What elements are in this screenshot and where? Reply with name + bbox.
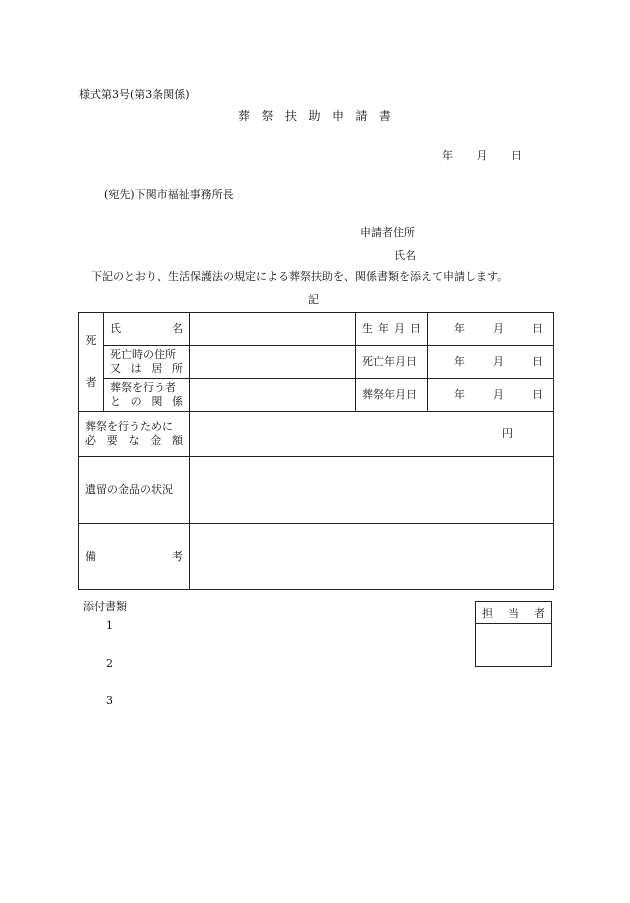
document-title bbox=[238, 107, 391, 124]
valuables-field[interactable] bbox=[190, 457, 554, 524]
applicant-address-label: 申請者住所 bbox=[360, 226, 415, 239]
title-char: 助 bbox=[308, 109, 321, 123]
amount-label-cell bbox=[79, 412, 190, 457]
death-date-label-cell: 死亡年月日 bbox=[356, 346, 428, 379]
stamp-label-char: 者 bbox=[534, 606, 545, 620]
title-char: 祭 bbox=[261, 109, 274, 123]
stamp-field[interactable] bbox=[476, 624, 551, 667]
birth-label-char: 月 bbox=[394, 322, 405, 335]
relation-label-char: と bbox=[110, 395, 121, 408]
application-table bbox=[78, 312, 554, 590]
month-label: 月 bbox=[493, 355, 504, 368]
ki-label: 記 bbox=[308, 293, 319, 306]
relation-label-char: の bbox=[130, 395, 142, 408]
applicant-name-label: 氏名 bbox=[394, 249, 416, 262]
deceased-label-bottom: 者 bbox=[85, 376, 97, 389]
amount-label-line1: 葬祭を行うために bbox=[85, 420, 173, 433]
year-label: 年 bbox=[454, 355, 465, 368]
application-statement: 下記のとおり、生活保護法の規定による葬祭扶助を、関係書類を添えて申請します。 bbox=[91, 270, 509, 283]
yen-unit: 円 bbox=[502, 427, 513, 440]
title-char: 扶 bbox=[284, 109, 297, 123]
address-label-line1: 死亡時の住所 bbox=[110, 348, 176, 361]
staff-stamp-box bbox=[475, 601, 552, 667]
deceased-address-field[interactable] bbox=[190, 346, 356, 379]
amount-label-char: 要 bbox=[106, 434, 118, 447]
remarks-field[interactable] bbox=[190, 524, 554, 590]
deceased-label-top: 死 bbox=[85, 334, 97, 347]
title-char: 書 bbox=[378, 109, 391, 123]
attachment-item: 3 bbox=[106, 694, 113, 707]
year-label: 年 bbox=[454, 322, 465, 335]
remarks-label-char: 備 bbox=[85, 549, 96, 563]
birth-label-char: 年 bbox=[378, 322, 389, 335]
deceased-header-cell bbox=[79, 313, 104, 412]
birth-label-char: 生 bbox=[362, 322, 373, 335]
relation-label-char: 係 bbox=[171, 395, 183, 408]
stamp-box-header bbox=[476, 602, 551, 624]
relation-label-char: 関 bbox=[151, 395, 163, 408]
amount-label-char: 額 bbox=[172, 434, 183, 447]
death-date-field[interactable] bbox=[428, 346, 554, 379]
month-label: 月 bbox=[493, 388, 504, 401]
table-row bbox=[79, 457, 554, 524]
title-char: 申 bbox=[331, 109, 344, 123]
birth-date-field[interactable] bbox=[428, 313, 554, 346]
table-row bbox=[79, 379, 554, 412]
address-label-char: 所 bbox=[171, 362, 183, 375]
attachments-label: 添付書類 bbox=[83, 600, 127, 613]
name-label-char: 名 bbox=[172, 322, 183, 335]
address-label-char: 居 bbox=[151, 362, 163, 375]
addressee: (宛先)下関市福祉事務所長 bbox=[104, 188, 234, 201]
name-label-cell bbox=[104, 313, 190, 346]
application-date bbox=[442, 147, 522, 163]
day-label: 日 bbox=[532, 322, 543, 335]
address-label-char: 又 bbox=[110, 362, 121, 375]
day-label: 日 bbox=[532, 355, 543, 368]
birth-date-label-cell bbox=[356, 313, 428, 346]
table-row bbox=[79, 524, 554, 590]
funeral-date-label-cell: 葬祭年月日 bbox=[356, 379, 428, 412]
stamp-label-char: 担 bbox=[482, 606, 493, 620]
date-month-label: 月 bbox=[476, 149, 488, 162]
birth-label-char: 日 bbox=[410, 322, 421, 335]
address-label-cell bbox=[104, 346, 190, 379]
month-label: 月 bbox=[493, 322, 504, 335]
relation-label-cell bbox=[104, 379, 190, 412]
title-char: 葬 bbox=[238, 109, 251, 123]
amount-field[interactable] bbox=[190, 412, 554, 457]
amount-label-char: な bbox=[128, 434, 140, 447]
valuables-label-cell: 遺留の金品の状況 bbox=[79, 457, 190, 524]
relation-label-line1: 葬祭を行う者 bbox=[110, 381, 176, 394]
deceased-name-field[interactable] bbox=[190, 313, 356, 346]
attachment-item: 2 bbox=[106, 657, 113, 670]
name-label-char: 氏 bbox=[110, 322, 121, 335]
form-number: 様式第3号(第3条関係) bbox=[79, 88, 190, 101]
date-day-label: 日 bbox=[511, 149, 522, 162]
amount-label-char: 金 bbox=[150, 434, 162, 447]
attachment-item: 1 bbox=[106, 619, 113, 632]
table-row bbox=[79, 412, 554, 457]
stamp-label-char: 当 bbox=[508, 606, 519, 620]
year-label: 年 bbox=[454, 388, 465, 401]
table-row bbox=[79, 313, 554, 346]
funeral-date-field[interactable] bbox=[428, 379, 554, 412]
table-row bbox=[79, 346, 554, 379]
remarks-label-char: 考 bbox=[172, 549, 183, 563]
amount-label-char: 必 bbox=[85, 434, 96, 447]
remarks-label-cell bbox=[79, 524, 190, 590]
relation-field[interactable] bbox=[190, 379, 356, 412]
title-char: 請 bbox=[355, 109, 368, 123]
address-label-char: は bbox=[130, 362, 142, 375]
day-label: 日 bbox=[532, 388, 543, 401]
date-year-label: 年 bbox=[442, 149, 453, 162]
